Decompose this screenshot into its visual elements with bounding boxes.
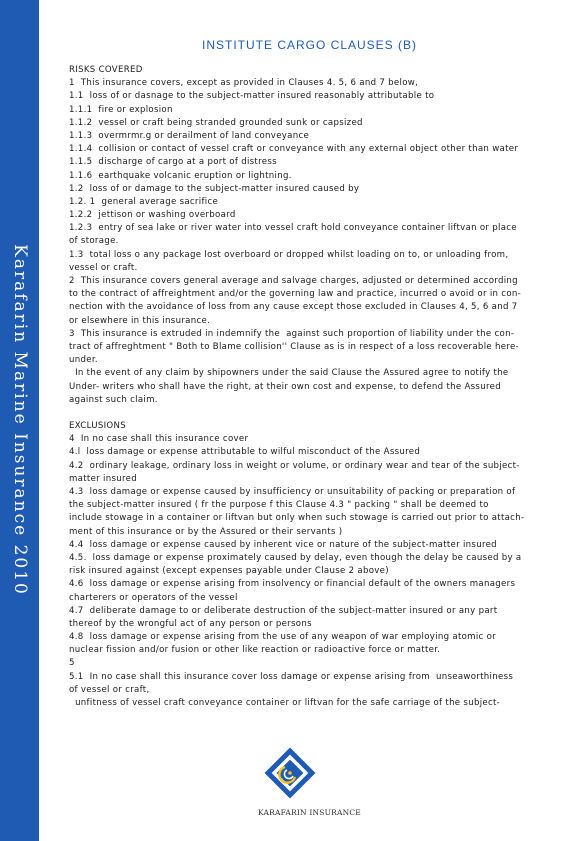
karafarin-logo-icon (258, 741, 322, 805)
document-line: 1.1.6 earthquake volcanic eruption or lightning. (69, 170, 292, 181)
document-line: 4.5. loss damage or expense proximately caused by delay, even though the delay be caused by a (69, 552, 522, 563)
document-line: 4.6 loss damage or expense arising from insolvency or financial default of the owners managers (69, 579, 516, 590)
document-line: 4 In no case shall this insurance cover (69, 434, 249, 445)
document-line: to the contract of affreightment and/or the governing law and practice, incurred o avoid or in con- (69, 289, 522, 300)
logo-caption: KARAFARIN INSURANCE (258, 808, 361, 817)
document-line: 1.1 loss of or dasnage to the subject-matter insured reasonably attributable to (69, 91, 435, 102)
document-line: or elsewhere in this insurance. (69, 315, 211, 326)
document-line: 1.1.5 discharge of cargo at a port of distress (69, 157, 277, 168)
document-line: 1.3 total loss o any package lost overboard or dropped whilst loading on to, or unloading from, (69, 249, 509, 260)
document-line: 1.2 loss of or damage to the subject-matter insured caused by (69, 183, 360, 194)
document-line: include stowage in a container or liftvan but only when such stowage is carried out prior to attach- (69, 513, 525, 524)
document-line: Under- writers who shall have the right, at their own cost and expense, to defend the Assured (69, 381, 501, 392)
document-title: INSTITUTE CARGO CLAUSES (B) (201, 38, 418, 52)
document-line: of vessel or craft, (69, 684, 150, 695)
document-line: 1.1.4 collision or contact of vessel craft or conveyance with any external object other than water (69, 144, 519, 155)
document-line: 1.2. 1 general average sacrifice (69, 196, 219, 207)
document-line: under. (69, 355, 98, 366)
document-line: 4.4 loss damage or expense caused by inherent vice or nature of the subject-matter insured (69, 539, 497, 550)
document-body (69, 64, 553, 710)
document-line: 5.1 In no case shall this insurance cover loss damage or expense arising from unseaworthiness (69, 671, 514, 682)
document-line: In the event of any claim by shipowners under the said Clause the Assured agree to notify the (69, 368, 509, 379)
document-line: unfitness of vessel craft conveyance container or liftvan for the safe carriage of the subject- (69, 698, 501, 708)
document-line: RISKS COVERED (69, 65, 143, 75)
document-line: 1.1.2 vessel or craft being stranded grounded sunk or capsized (69, 117, 363, 128)
document-line: 4.7 deliberate damage to or deliberate destruction of the subject-matter insured or any part (69, 605, 498, 616)
document-line: vessel or craft. (69, 262, 138, 273)
document-line: 1.1.1 fire or explosion (69, 104, 173, 115)
document-line: 5 (69, 658, 75, 669)
document-line: against such claim. (69, 394, 158, 405)
document-line: 1.1.3 overmrmr.g or derailment of land conveyance (69, 130, 310, 141)
document-line: ment of this insurance or by the Assured or their servants ) (69, 526, 343, 537)
document-line: tract of affreghtment " Both to Blame collision'' Clause as is in respect of a loss recoverable here- (69, 341, 519, 352)
document-line: thereof by the wrongful act of any person or persons (69, 618, 312, 629)
document-line: charterers or operators of the vessel (69, 592, 238, 603)
document-line: 4.l loss damage or expense attributable to wilful misconduct of the Assured (69, 447, 421, 458)
document-line: nuclear fission and/or fusion or other like reaction or radioactive force or matter. (69, 645, 441, 656)
document-line: 4.2 ordinary leakage, ordinary loss in weight or volume, or ordinary wear and tear of the subject- (69, 460, 520, 471)
document-line: matter insured (69, 473, 137, 484)
sidebar-title: Karafarin Marine Insurance 2010 (10, 244, 30, 596)
document-line: the subject-matter insured ( fr the purpose f this Clause 4.3 " packing " shall be deemed to (69, 500, 489, 511)
sidebar (0, 0, 39, 841)
document-line: 1 This insurance covers, except as provided in Clauses 4. 5, 6 and 7 below, (69, 78, 419, 89)
paragraph-gap (69, 407, 553, 420)
document-line: 4.3 loss damage or expense caused by insufficiency or unsuitability of packing or preparation of (69, 487, 516, 497)
document-line: risk insured against (except expenses payable under Clause 2 above) (69, 566, 389, 577)
document-line: of storage. (69, 236, 119, 247)
document-line: nection with the avoidance of loss from any cause except those excluded in Clauses 4, 5, 6 and 7 (69, 302, 518, 313)
document-line: 4.8 loss damage or expense arising from the use of any weapon of war employing atomic or (69, 632, 496, 643)
document-line: 1.2.3 entry of sea lake or river water into vessel craft hold conveyance container liftvan or place (69, 223, 517, 234)
document-line: 1.2.2 jettison or washing overboard (69, 210, 236, 221)
document-line: 2 This insurance covers general average and salvage charges, adjusted or determined according (69, 276, 518, 286)
document-line: 3 This insurance is extruded in indemnify the against such proportion of liability under the con- (69, 328, 515, 339)
document-line: EXCLUSIONS (69, 421, 126, 432)
